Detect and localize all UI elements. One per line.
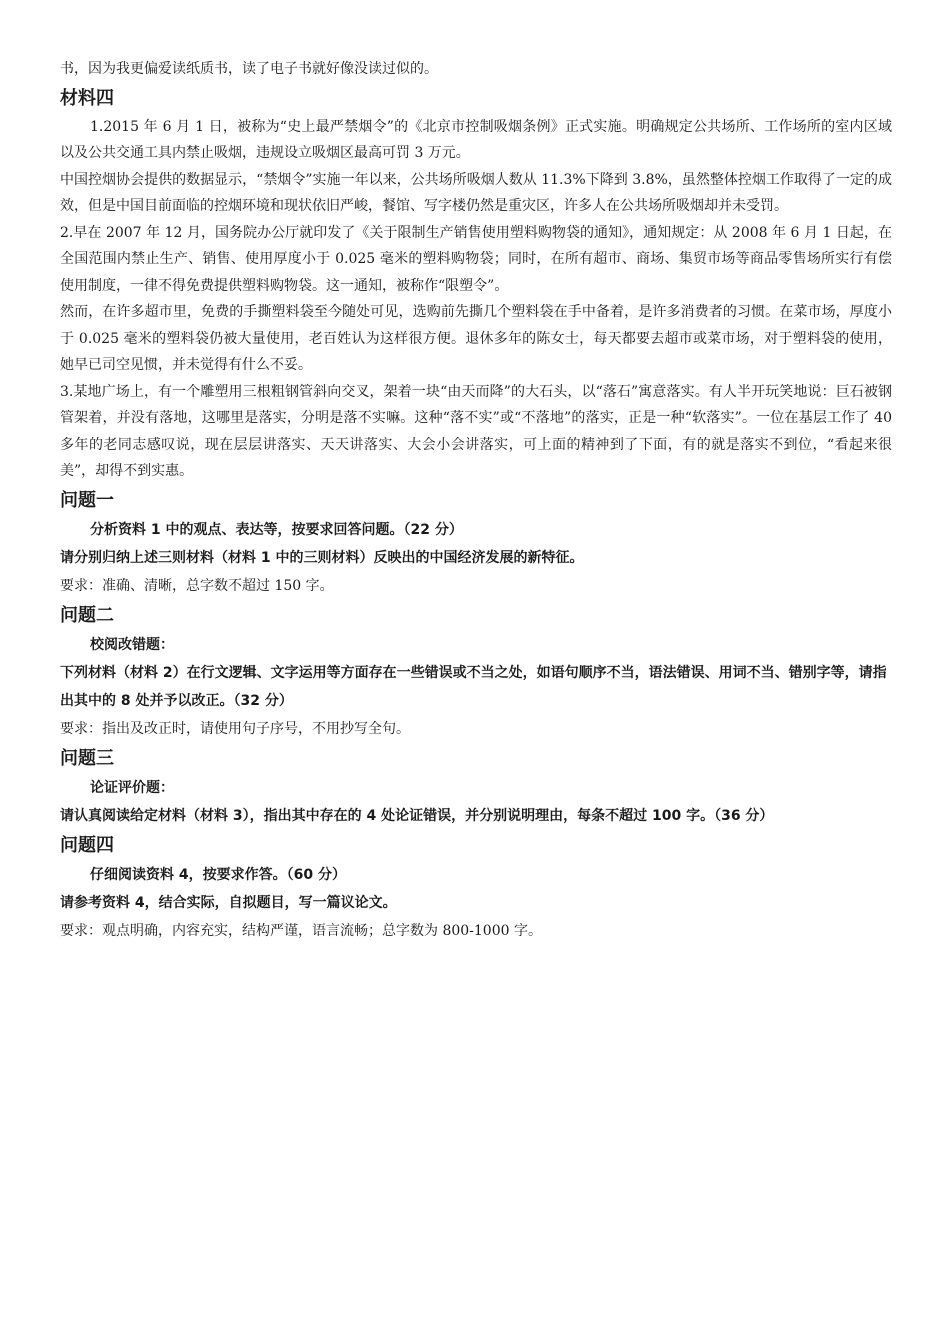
- question-2-instruction: 校阅改错题：: [90, 636, 174, 653]
- material-4-paragraph-4: 然而，在许多超市里，免费的手撕塑料袋至今随处可见，选购前先撕几个塑料袋在手中备着，是许多消费者的习惯。在菜市场，厚度小于 0.025 毫米的塑料袋仍被大量使用，老百姓认为这样很方便。退休多年的陈女士，每天都要去超市或菜市场，对于塑料袋的使用，她早已司空见惯，并未觉得有什么不妥。: [60, 304, 892, 373]
- question-1-title: 问题一: [60, 489, 114, 511]
- document-content: [60, 56, 892, 945]
- question-2-title: 问题二: [60, 604, 114, 626]
- material-4-paragraph-2: 中国控烟协会提供的数据显示，“禁烟令”实施一年以来，公共场所吸烟人数从 11.3%下降到 3.8%，虽然整体控烟工作取得了一定的成效，但是中国目前面临的控烟环境和现状依旧严峻，餐馆、写字楼仍然是重灾区，许多人在公共场所吸烟却并未受罚。: [60, 171, 892, 214]
- question-4-title: 问题四: [60, 834, 114, 856]
- question-4-instruction: 仔细阅读资料 4，按要求作答。（60 分）: [90, 866, 346, 883]
- question-1-requirement: 要求：准确、清晰，总字数不超过 150 字。: [60, 577, 334, 594]
- question-4-prompt: 请参考资料 4，结合实际，自拟题目，写一篇议论文。: [60, 894, 397, 911]
- question-3-prompt: 请认真阅读给定材料（材料 3），指出其中存在的 4 处论证错误，并分别说明理由，每条不超过 100 字。（36 分）: [60, 807, 774, 824]
- question-3-instruction: 论证评价题：: [90, 779, 174, 796]
- question-1-prompt: 请分别归纳上述三则材料（材料 1 中的三则材料）反映出的中国经济发展的新特征。: [60, 549, 584, 566]
- material-4-paragraph-3: 2.早在 2007 年 12 月，国务院办公厅就印发了《关于限制生产销售使用塑料购物袋的通知》，通知规定：从 2008 年 6 月 1 日起，在全国范围内禁止生产、销售、使用厚度小于 0.025 毫米的塑料购物袋；同时，在所有超市、商场、集贸市场等商品零售场所实行有偿使用制度，一律不得免费提供塑料购物袋。这一通知，被称作“限塑令”。: [60, 224, 892, 294]
- material-4-paragraph-1: 1.2015 年 6 月 1 日，被称为“史上最严禁烟令”的《北京市控制吸烟条例》正式实施。明确规定公共场所、工作场所的室内区域以及公共交通工具内禁止吸烟，违规设立吸烟区最高可罚 3 万元。: [60, 118, 892, 161]
- question-3-title: 问题三: [60, 747, 114, 769]
- question-2-prompt: 下列材料（材料 2）在行文逻辑、文字运用等方面存在一些错误或不当之处，如语句顺序不当，语法错误、用词不当、错别字等，请指出其中的 8 处并予以改正。（32 分）: [60, 664, 887, 709]
- question-1-instruction: 分析资料 1 中的观点、表达等，按要求回答问题。（22 分）: [90, 521, 463, 538]
- material-4-title: 材料四: [60, 87, 114, 109]
- lead-paragraph: 书，因为我更偏爱读纸质书，读了电子书就好像没读过似的。: [60, 61, 438, 77]
- question-2-requirement: 要求：指出及改正时，请使用句子序号，不用抄写全句。: [60, 720, 410, 737]
- material-4-paragraph-5: 3.某地广场上，有一个雕塑用三根粗钢管斜向交叉，架着一块“由天而降”的大石头，以“落石”寓意落实。有人半开玩笑地说：巨石被钢管架着，并没有落地，这哪里是落实，分明是落不实嘛。这种“落不实”或“不落地”的落实，正是一种“软落实”。一位在基层工作了 40 多年的老同志感叹说，现在层层讲落实、天天讲落实、大会小会讲落实，可上面的精神到了下面，有的就是落实不到位，“看起来很美”，却得不到实惠。: [60, 383, 892, 479]
- question-4-requirement: 要求：观点明确，内容充实，结构严谨，语言流畅；总字数为 800-1000 字。: [60, 922, 542, 939]
